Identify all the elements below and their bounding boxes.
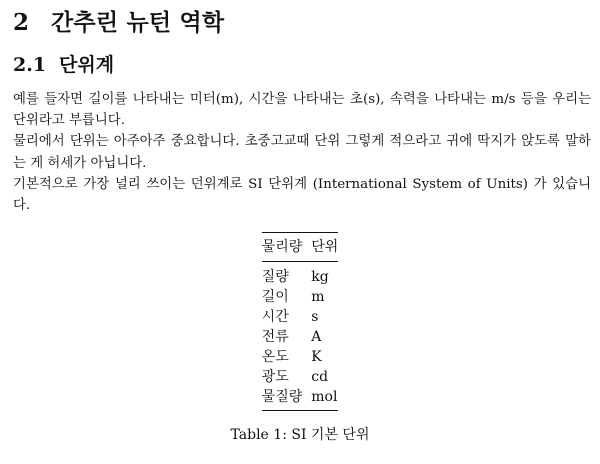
table-row [262, 327, 339, 347]
table-row [262, 387, 339, 411]
subsection-number: 2.1 [13, 54, 47, 76]
subsection-heading [13, 50, 114, 77]
section-heading [13, 4, 224, 37]
si-units-table [262, 232, 339, 411]
paragraph: 물리에서 단위는 아주아주 중요합니다. 초중고교때 단위 그렇게 적으라고 귀에 딱지가 앉도록 말하는 게 허세가 아닙니다. [13, 134, 591, 171]
unit-cell: cd [311, 369, 329, 385]
table-header-row [262, 233, 339, 262]
table-body [262, 262, 339, 411]
paragraph: 기본적으로 가장 널리 쓰이는 던위계로 SI 단위계 (International System of Units) 가 있습니다. [13, 176, 591, 214]
unit-cell: mol [311, 389, 338, 405]
paragraph: 예를 들자면 길이를 나타내는 미터(m), 시간을 나타내는 초(s), 속력을 나타내는 m/s 등을 우리는 단위라고 부릅니다. [13, 92, 591, 129]
table-row [262, 307, 339, 327]
quantity-cell: 전류 [261, 329, 289, 345]
table-row [262, 367, 339, 387]
quantity-cell: 길이 [261, 289, 289, 305]
quantity-cell: 광도 [261, 369, 289, 385]
table-header [262, 233, 339, 262]
column-header-unit: 단위 [311, 239, 339, 255]
unit-cell: m [311, 289, 325, 305]
section-title: 간추린 뉴턴 역학 [51, 9, 225, 36]
table-row [262, 262, 339, 288]
table-row [262, 347, 339, 367]
quantity-cell: 물질량 [261, 389, 303, 405]
body-text [13, 89, 591, 216]
table-row [262, 287, 339, 307]
section-number: 2 [13, 9, 30, 36]
table-container [0, 232, 600, 411]
quantity-cell: 시간 [261, 309, 289, 325]
unit-cell: s [311, 309, 319, 325]
quantity-cell: 온도 [261, 349, 289, 365]
table-caption: Table 1: SI 기본 단위 [230, 427, 370, 443]
unit-cell: kg [311, 269, 329, 285]
unit-cell: K [311, 349, 322, 365]
column-header-quantity: 물리량 [261, 239, 303, 255]
subsection-title: 단위계 [59, 54, 115, 76]
unit-cell: A [311, 329, 322, 345]
quantity-cell: 질량 [261, 269, 289, 285]
